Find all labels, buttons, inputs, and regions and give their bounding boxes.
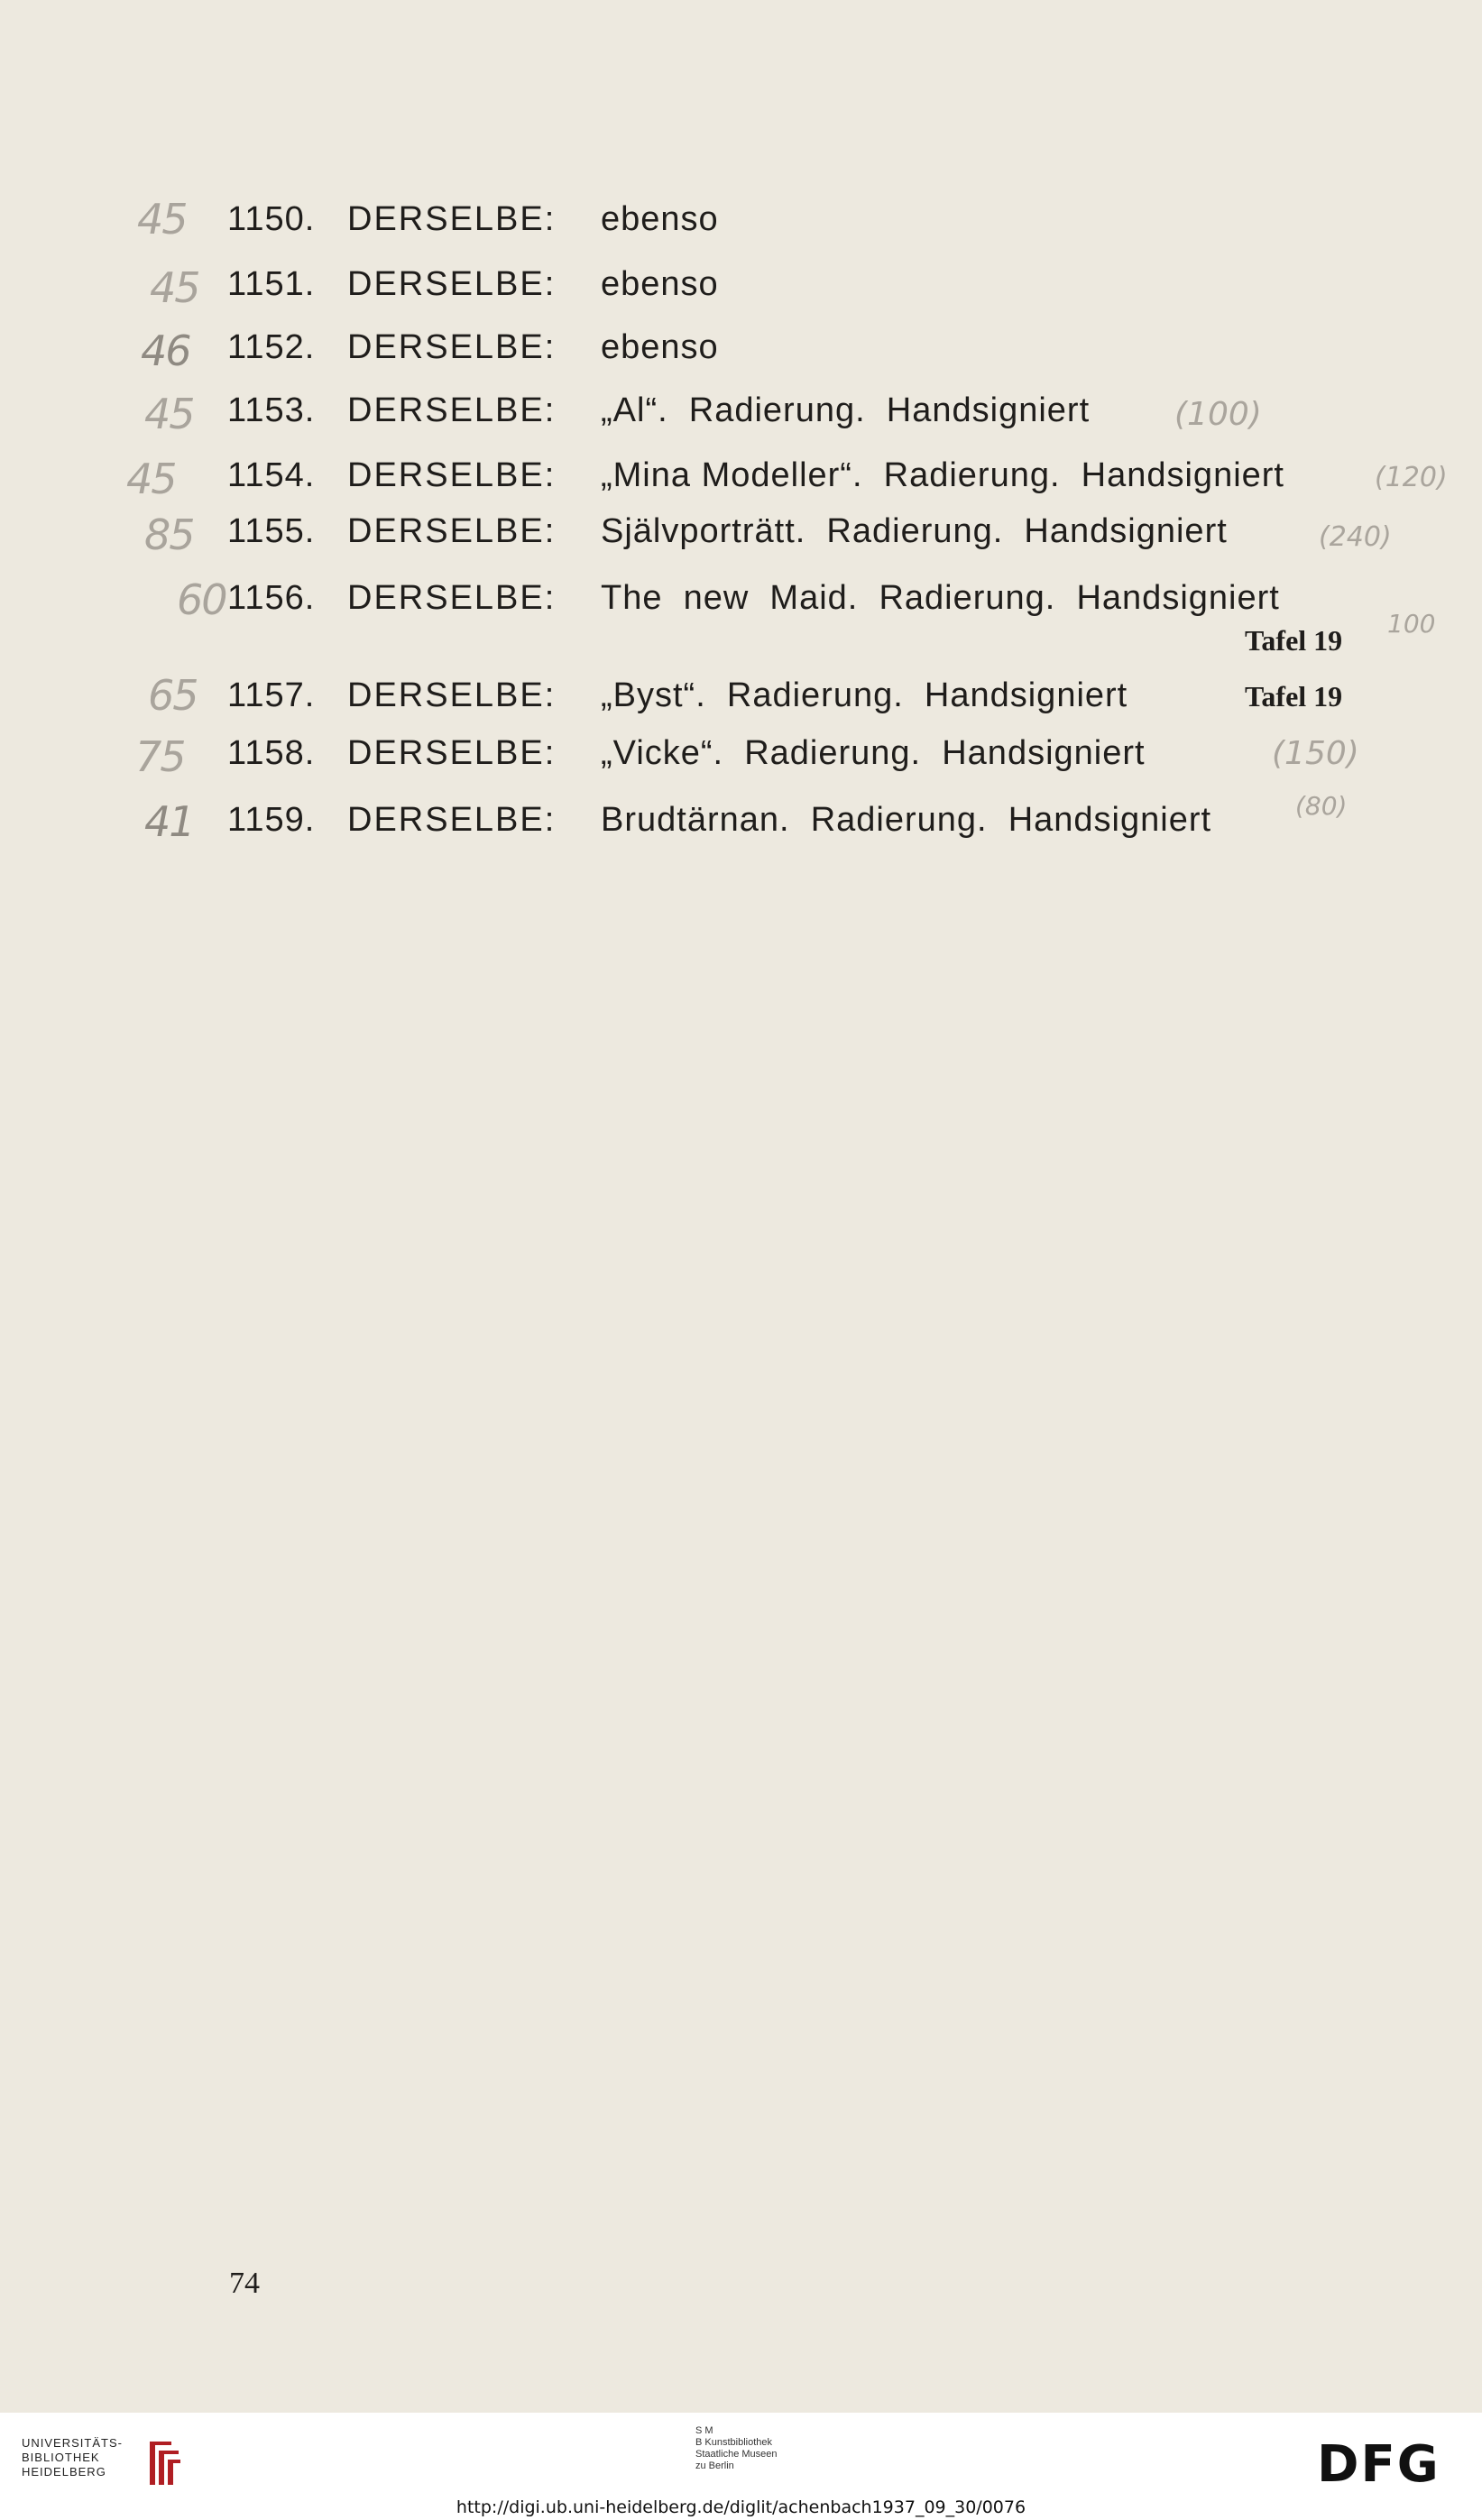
smb-line-4: zu Berlin: [695, 2460, 734, 2471]
plate-reference: Tafel 19: [1245, 680, 1343, 713]
pencil-price-annotation: 45: [126, 455, 176, 503]
entry-artist: DERSELBE:: [347, 328, 557, 366]
pencil-price-annotation: 65: [148, 671, 198, 720]
pencil-estimate-note: (80): [1295, 791, 1348, 821]
pencil-price-annotation: 45: [137, 195, 187, 244]
smb-line-2: B Kunstbibliothek: [695, 2437, 772, 2448]
page-number: 74: [229, 2267, 260, 2300]
catalog-entry: [0, 195, 1482, 262]
entry-title: „Al“. Radierung. Handsigniert: [601, 391, 1091, 429]
entry-artist: DERSELBE:: [347, 200, 557, 238]
pencil-price-annotation: 85: [144, 510, 194, 559]
heidelberg-library-logo[interactable]: [22, 2436, 184, 2490]
library-line-1: UNIVERSITÄTS-: [22, 2436, 123, 2450]
catalog-entry: [0, 263, 1482, 326]
library-line-3: HEIDELBERG: [22, 2465, 106, 2479]
entry-title: „Mina Modeller“. Radierung. Handsigniert: [601, 456, 1284, 494]
entry-artist: DERSELBE:: [347, 456, 557, 494]
entry-number: 1153.: [227, 391, 316, 429]
entry-artist: DERSELBE:: [347, 391, 557, 429]
entry-title: ebenso: [601, 328, 719, 366]
entry-artist: DERSELBE:: [347, 801, 557, 839]
pencil-price-annotation: 60: [177, 575, 226, 624]
entry-title: „Vicke“. Radierung. Handsigniert: [601, 734, 1146, 772]
entry-title: Självporträtt. Radierung. Handsigniert: [601, 512, 1228, 550]
entry-number: 1158.: [227, 734, 316, 772]
entry-number: 1155.: [227, 512, 316, 550]
smb-line-3: Staatliche Museen: [695, 2449, 778, 2460]
entry-number: 1157.: [227, 676, 316, 714]
pencil-estimate-note: (240): [1319, 521, 1392, 553]
pencil-estimate-note: (120): [1375, 462, 1448, 493]
plate-reference: Tafel 19: [1245, 624, 1343, 657]
smb-kunstbibliothek-logo[interactable]: [695, 2425, 778, 2472]
entry-number: 1152.: [227, 328, 316, 366]
digitization-footer: [0, 2413, 1482, 2520]
pencil-estimate-note: (150): [1272, 735, 1359, 772]
catalog-entry: [0, 510, 1482, 574]
permalink-url[interactable]: http://digi.ub.uni-heidelberg.de/diglit/achenbach1937_09_30/0076: [456, 2497, 1026, 2517]
entry-number: 1156.: [227, 579, 316, 617]
library-emblem-icon: [144, 2438, 184, 2488]
entry-number: 1151.: [227, 265, 316, 303]
library-line-2: BIBLIOTHEK: [22, 2451, 100, 2464]
entry-title: ebenso: [601, 265, 719, 303]
smb-line-1: S M: [695, 2425, 713, 2436]
catalog-entry: [0, 455, 1482, 518]
entry-artist: DERSELBE:: [347, 734, 557, 772]
pencil-price-annotation: 75: [135, 732, 185, 781]
catalog-entry: [0, 732, 1482, 796]
pencil-estimate-note: (100): [1174, 396, 1262, 433]
catalog-entry: [0, 575, 1482, 657]
pencil-price-annotation: 45: [144, 390, 194, 438]
pencil-price-annotation: 46: [141, 326, 190, 375]
entry-artist: DERSELBE:: [347, 676, 557, 714]
entry-number: 1154.: [227, 456, 316, 494]
dfg-logo[interactable]: DFG: [1317, 2435, 1441, 2494]
catalog-entry: [0, 791, 1482, 862]
entry-title: „Byst“. Radierung. Handsigniert: [601, 676, 1128, 714]
entry-artist: DERSELBE:: [347, 265, 557, 303]
pencil-price-annotation: 45: [150, 263, 199, 312]
entry-number: 1159.: [227, 801, 316, 839]
pencil-price-annotation: 41: [144, 797, 194, 846]
catalog-entry: [0, 390, 1482, 453]
catalog-entry: [0, 326, 1482, 390]
entry-number: 1150.: [227, 200, 316, 238]
entry-title: The new Maid. Radierung. Handsigniert: [601, 579, 1280, 617]
pencil-estimate-note: 100: [1387, 609, 1436, 639]
entry-artist: DERSELBE:: [347, 512, 557, 550]
entry-artist: DERSELBE:: [347, 579, 557, 617]
entry-title: ebenso: [601, 200, 719, 238]
catalog-entry: [0, 671, 1482, 738]
entry-title: Brudtärnan. Radierung. Handsigniert: [601, 801, 1212, 839]
